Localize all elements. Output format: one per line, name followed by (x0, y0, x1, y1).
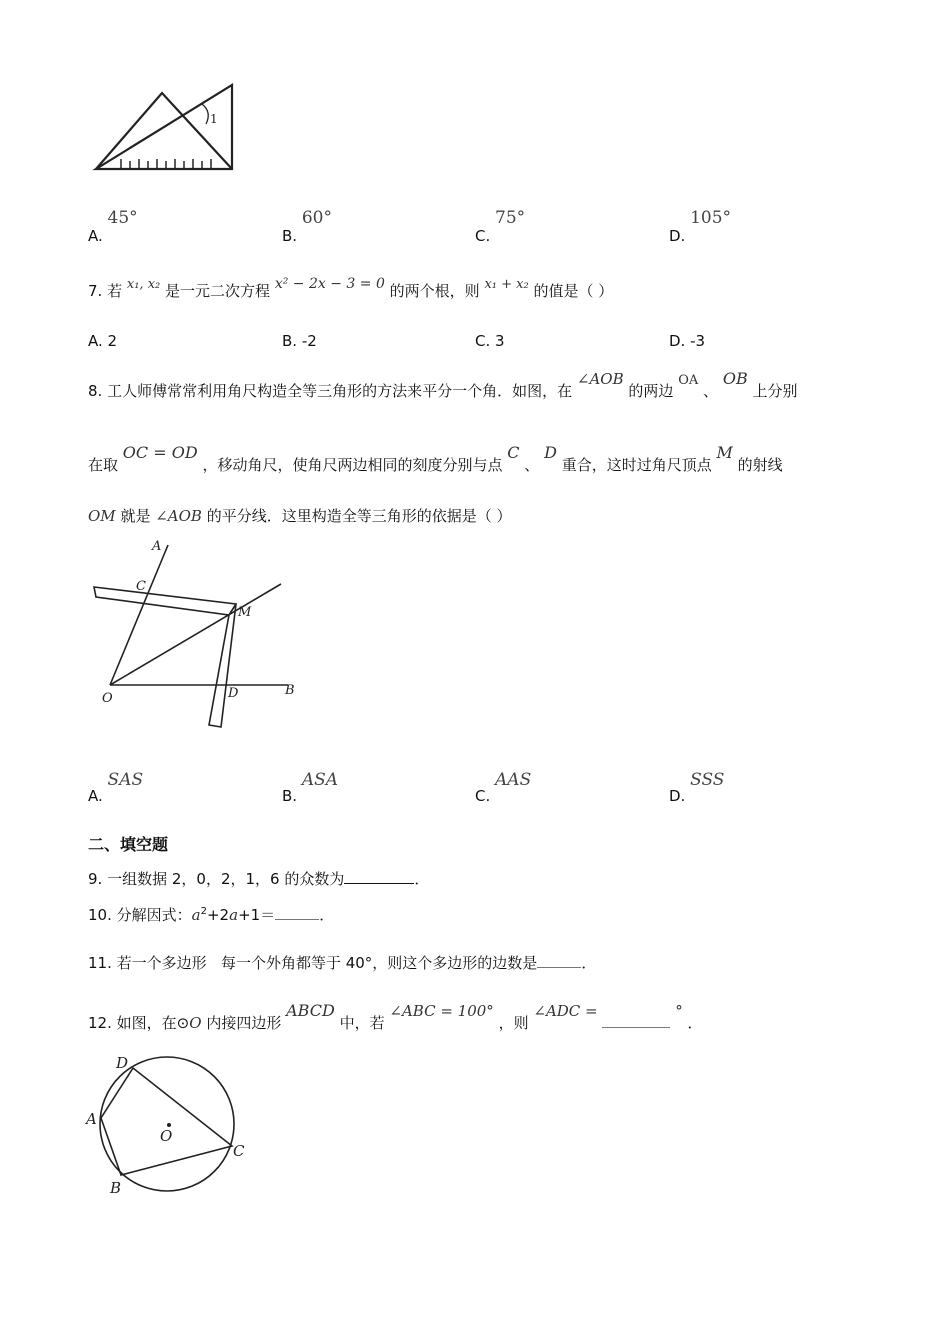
q10-answer-blank[interactable] (275, 905, 319, 920)
label-m: M (238, 605, 252, 620)
q7-equation: x² − 2x − 3 = 0 (274, 276, 385, 292)
q8-option-b[interactable]: B. ASA (282, 770, 339, 805)
angle-1-arc (202, 104, 208, 124)
quadrilateral-abcd (101, 1068, 232, 1175)
label-c: C (136, 579, 146, 594)
label-a: A (86, 1110, 97, 1128)
q8-line-1: 8. 工人师傅常常利用角尺构造全等三角形的方法来平分一个角．如图，在 ∠AOB 的两边 OA 、 OB 上分别 (88, 369, 798, 400)
q7-roots: x₁, x₂ (126, 277, 161, 292)
label-b: B (285, 683, 295, 698)
q6-option-d[interactable]: D. 105° (669, 208, 732, 245)
q7-option-d[interactable]: D. -3 (669, 332, 706, 350)
q8-line-2: 在取 OC = OD ，移动角尺，使角尺两边相同的刻度分别与点 C 、 D 重合，这时过角尺顶点 M 的射线 (88, 443, 783, 474)
q8-option-c[interactable]: C. AAS (475, 770, 532, 805)
label-b: B (110, 1179, 122, 1197)
q11-answer-blank[interactable] (537, 953, 581, 968)
q7-option-a[interactable]: A. 2 (88, 332, 118, 350)
q10: 10. 分解因式：$a^2+2a+1=$ ． (88, 906, 335, 924)
q6-option-c[interactable]: C. 75° (475, 208, 526, 245)
section-title: 二、填空题 (88, 835, 169, 854)
q7-sum: x₁ + x₂ (484, 277, 529, 292)
q8-figure (88, 535, 308, 735)
q7-stem: 7. 若 x₁, x₂ 是一元二次方程 x² − 2x − 3 = 0 的两个根，则 x₁ + x₂ 的值是（ ） (88, 276, 614, 300)
label-c: C (233, 1142, 245, 1160)
label-d: D (116, 1054, 129, 1072)
angle-1-label: 1 (210, 112, 218, 126)
q12-answer-blank[interactable] (602, 1013, 670, 1028)
q11: 11. 若一个多边形 每一个外角都等于 40°，则这个多边形的边数是 ． (88, 954, 597, 972)
q7-option-b[interactable]: B. -2 (282, 332, 317, 350)
q12-figure (84, 1048, 254, 1208)
label-d: D (228, 686, 239, 701)
q9: 9. 一组数据 2，0，2，1，6 的众数为 ． (88, 870, 430, 888)
q8-option-d[interactable]: D. SSS (669, 770, 725, 805)
label-a: A (152, 539, 162, 554)
ray-oa (110, 545, 168, 685)
set-square-outline (96, 85, 232, 169)
q6-option-b[interactable]: B. 60° (282, 208, 332, 245)
square-arm-vertical (209, 604, 236, 727)
q8-line-3: OM 就是 ∠AOB 的平分线．这里构造全等三角形的依据是（ ） (88, 507, 512, 525)
q9-answer-blank[interactable] (344, 869, 414, 884)
q8-option-a[interactable]: A. SAS (88, 770, 144, 805)
q6-figure (90, 80, 240, 175)
square-arm-horizontal (94, 587, 236, 615)
label-o: O (102, 691, 113, 706)
q6-option-a[interactable]: A. 45° (88, 208, 138, 245)
label-o: O (160, 1127, 173, 1145)
q7-option-c[interactable]: C. 3 (475, 332, 505, 350)
q12: 12. 如图，在⊙O 内接四边形 ABCD 中，若 ∠ABC = 100° ，则 ∠ADC = ° ． (88, 1001, 703, 1032)
